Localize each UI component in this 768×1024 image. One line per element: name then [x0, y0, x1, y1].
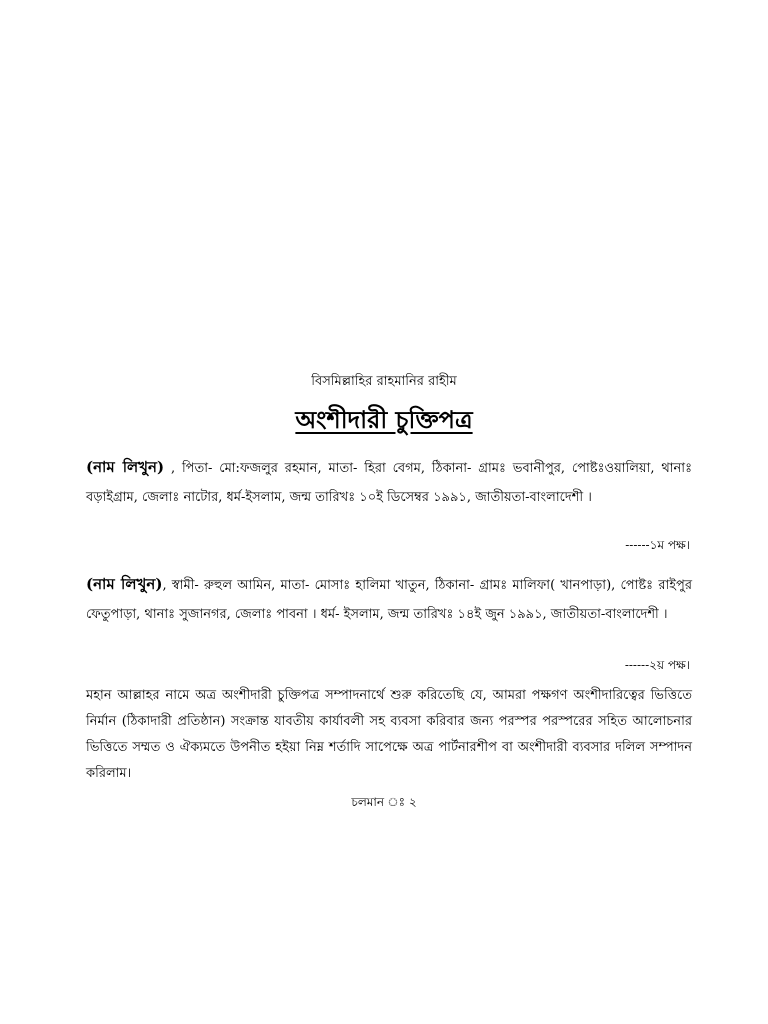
invocation-line: বিসমিল্লাহির রাহমানির রাহীম	[311, 374, 457, 389]
party-two-label: ------২য় পক্ষ।	[624, 658, 690, 672]
party-one-label: ------১ম পক্ষ।	[625, 538, 690, 552]
continued-marker: চলমান ঃ ২	[351, 795, 417, 809]
party-one-name-placeholder: (নাম লিখুন)	[86, 458, 165, 476]
party-one-paragraph	[86, 453, 692, 512]
party-two-name-placeholder: (নাম লিখুন)	[86, 575, 163, 593]
preamble-paragraph: মহান আল্লাহর নামে অত্র অংশীদারী চুক্তিপত্র সম্পাদনার্থে শুরু করিতেছি যে, আমরা পক্ষগণ অংশীদারিত্বের ভিত্তিতে নির্মান (ঠিকাদারী প্রতিষ্ঠান) সংক্রান্ত যাবতীয় কার্যাবলী সহ ব্যবসা করিবার জন্য পরস্পর পরস্পরের সহিত আলোচনার ভিত্তিতে সম্মত ও ঐক্যমতে উপনীত হইয়া নিম্ন শর্তাদি সাপেক্ষে অত্র পার্টনারশীপ বা অংশীদারী ব্যবসার দলিল সম্পাদন করিলাম।	[86, 688, 692, 781]
document-title: অংশীদারী চুক্তিপত্র	[295, 405, 473, 434]
party-two-paragraph	[86, 570, 692, 629]
party-two-details: , স্বামী- রুহুল আমিন, মাতা- মোসাঃ হালিমা খাতুন, ঠিকানা- গ্রামঃ মালিফা( খানপাড়া), পোষ্টঃ রাইপুর ফেতুপাড়া, থানাঃ সুজানগর, জেলাঃ পাবনা । ধর্ম- ইসলাম, জন্ম তারিখঃ ১৪ই জুন ১৯৯১, জাতীয়তা-বাংলাদেশী ।	[86, 578, 693, 622]
party-one-details: , পিতা- মো:ফজলুর রহমান, মাতা- হিরা বেগম, ঠিকানা- গ্রামঃ ভবানীপুর, পোষ্টঃওয়ালিয়া, থানাঃ বড়াইগ্রাম, জেলাঃ নাটোর, ধর্ম-ইসলাম, জন্ম তারিখঃ ১০ই ডিসেম্বর ১৯৯১, জাতীয়তা-বাংলাদেশী ।	[86, 461, 693, 505]
